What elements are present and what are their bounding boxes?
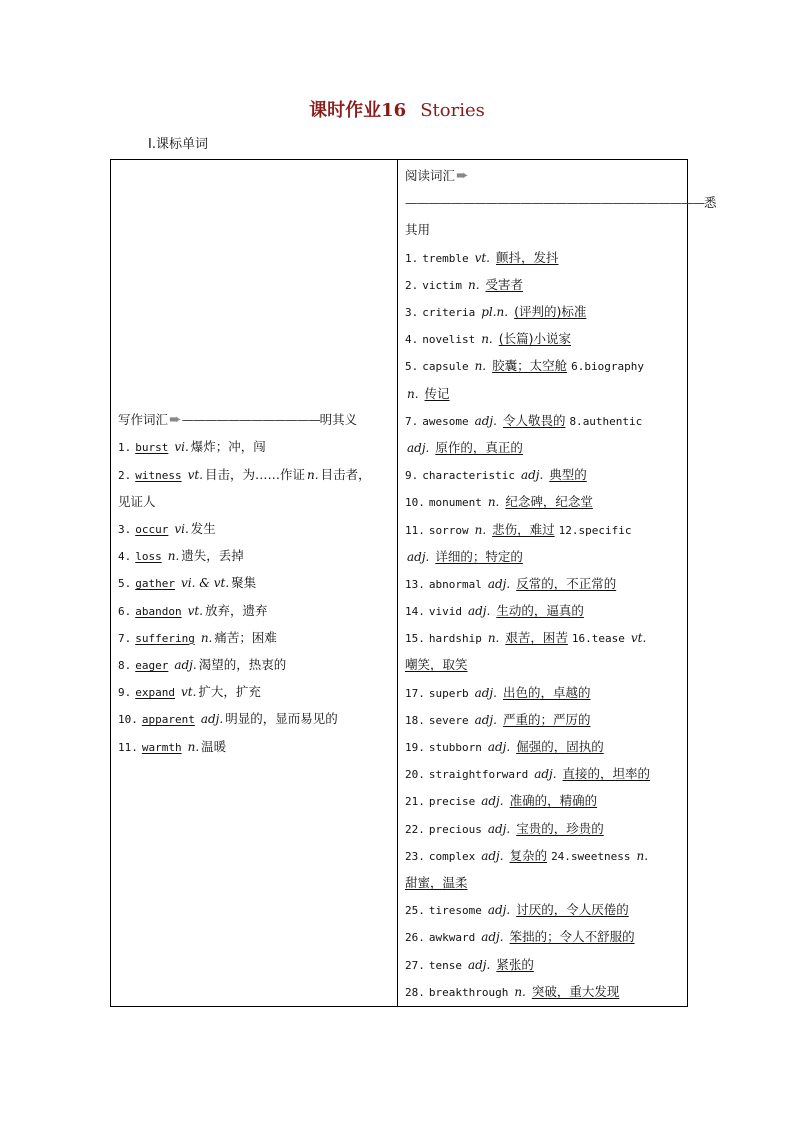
vocab-word: breakthrough: [428, 985, 509, 999]
meaning: 悲伤，难过: [492, 521, 555, 537]
part-of-speech: n.: [474, 359, 487, 374]
item-number: 8.: [569, 414, 583, 428]
reading-item: [405, 298, 682, 325]
reading-heading-rule: [405, 189, 717, 216]
meaning: 放弃，遗弃: [205, 602, 268, 618]
writing-item: [118, 542, 393, 569]
item-number: 26.: [405, 931, 425, 945]
part-of-speech: n.: [487, 495, 500, 510]
reading-item: [405, 352, 682, 379]
reading-item: [405, 760, 682, 787]
vocab-word: precise: [428, 795, 476, 809]
writing-heading-tail: 明其义: [319, 412, 358, 428]
writing-item: [118, 624, 393, 651]
part-of-speech: adj.: [474, 712, 497, 727]
reading-item: [405, 923, 682, 950]
meaning: 扩大，扩充: [198, 684, 261, 700]
vocab-word: awesome: [422, 414, 469, 428]
reading-item: [405, 624, 682, 651]
part-of-speech: adj.: [407, 440, 430, 455]
part-of-speech: adj.: [481, 930, 504, 945]
reading-heading-dashes: ——————————————————————————: [405, 195, 704, 211]
vocab-word: superb: [428, 686, 469, 700]
part-of-speech: adj.: [487, 903, 511, 918]
reading-item: [405, 733, 682, 760]
writing-item: [118, 733, 393, 760]
item-number: 5.: [118, 577, 132, 591]
item-number: 5.: [405, 360, 419, 374]
item-number: 15.: [405, 632, 425, 646]
part-of-speech: adj.: [200, 712, 224, 727]
part-of-speech: adj.: [474, 413, 497, 428]
part-of-speech: pl.n.: [481, 305, 509, 320]
part-of-speech: vi.: [174, 440, 189, 455]
reading-item: [405, 461, 682, 488]
meaning: 详细的；特定的: [435, 548, 523, 564]
meaning: 讨厌的，令人厌倦的: [516, 902, 629, 918]
writing-vocab-list: [111, 406, 397, 759]
meaning: 生动的，逼真的: [496, 603, 584, 619]
meaning: 直接的，坦率的: [562, 766, 651, 782]
meaning: (评判的)标准: [514, 304, 587, 320]
vocab-word: sweetness: [570, 849, 631, 863]
meaning: 温暖: [201, 738, 227, 754]
part-of-speech: n.: [187, 739, 200, 754]
item-number: 12.: [558, 523, 579, 537]
item-number: 9.: [405, 469, 419, 483]
reading-heading-cont: 其用: [405, 222, 431, 238]
part-of-speech: adj.: [467, 604, 491, 619]
meaning: 发生: [190, 521, 216, 537]
item-number: 6.: [118, 604, 132, 618]
vocab-word: awkward: [428, 931, 476, 945]
meaning: 纪念碑，纪念堂: [505, 494, 593, 510]
vocab-word: complex: [428, 849, 476, 863]
item-number: 6.: [571, 360, 585, 374]
part-of-speech: adj.: [487, 576, 511, 591]
vocab-word: suffering: [135, 631, 195, 645]
item-number: 3.: [405, 306, 419, 320]
part-of-speech: n.: [200, 630, 213, 645]
reading-item: [405, 815, 682, 842]
meaning: 笨拙的；令人不舒服的: [509, 929, 635, 945]
reading-item: [405, 516, 682, 543]
meaning: 出色的，卓越的: [502, 684, 591, 700]
meaning: 宝贵的，珍贵的: [516, 820, 604, 836]
item-number: 24.: [551, 849, 571, 863]
writing-heading-label: 写作词汇: [118, 412, 169, 428]
part-of-speech: vt.: [187, 603, 203, 618]
meaning: 爆炸；冲，闯: [190, 439, 266, 455]
item-number: 10.: [118, 713, 138, 727]
item-number: 3.: [118, 523, 132, 537]
vocab-word: loss: [135, 550, 162, 564]
vocab-word: abnormal: [428, 577, 482, 591]
reading-item: [405, 325, 682, 352]
item-number: 28.: [405, 985, 425, 999]
meaning: 甜蜜，温柔: [405, 874, 468, 890]
item-number: 2.: [405, 278, 419, 292]
vocab-word: vivid: [428, 605, 462, 619]
vocab-word: occur: [135, 523, 169, 537]
reading-item: [405, 978, 682, 1005]
item-number: 14.: [405, 605, 425, 619]
part-of-speech: n.: [474, 522, 487, 537]
vocab-word: authentic: [582, 414, 643, 428]
writing-item-cont: 见证人: [118, 493, 156, 509]
vocab-word: hardship: [428, 632, 482, 646]
vocab-word: monument: [428, 496, 482, 510]
meaning: 目击，为……作证: [205, 466, 306, 482]
vocab-word: burst: [135, 441, 169, 455]
reading-item: [405, 787, 682, 814]
vocab-word: warmth: [141, 740, 182, 754]
reading-item: [405, 842, 682, 869]
item-number: 23.: [405, 849, 425, 863]
meaning: 艰苦，困苦: [505, 630, 568, 646]
vocab-word: eager: [135, 658, 169, 672]
part-of-speech: n.: [636, 848, 649, 863]
meaning: (长篇)小说家: [498, 331, 571, 347]
writing-item: [118, 515, 393, 542]
reading-item-cont: [405, 651, 682, 678]
part-of-speech: adj.: [174, 657, 197, 672]
title-english: Stories: [420, 100, 485, 121]
reading-item-cont: [405, 380, 682, 407]
item-number: 20.: [405, 768, 425, 782]
meaning: 受害者: [485, 276, 524, 292]
part-of-speech: n.: [407, 386, 419, 401]
part-of-speech: adj.: [481, 794, 504, 809]
item-number: 18.: [405, 713, 425, 727]
meaning: 渴望的，热衷的: [198, 656, 287, 672]
meaning: 明显的，显而易见的: [225, 711, 338, 727]
part-of-speech: n.: [514, 984, 526, 999]
writing-heading-dashes: ————————————: [181, 412, 320, 428]
item-number: 21.: [405, 795, 425, 809]
meaning: 原作的，真正的: [435, 439, 523, 455]
item-number: 8.: [118, 658, 132, 672]
page-title: [0, 96, 794, 122]
part-of-speech: n.: [307, 467, 319, 482]
meaning: 嘲笑，取笑: [405, 657, 468, 673]
vocab-word: expand: [135, 686, 175, 700]
vocab-word: precious: [428, 822, 482, 836]
item-number: 1.: [405, 251, 419, 265]
vocab-word: straightforward: [428, 768, 529, 782]
vocab-word: characteristic: [422, 469, 515, 483]
vocab-word: victim: [422, 278, 462, 292]
part-of-speech: adj.: [487, 740, 511, 755]
item-number: 25.: [405, 904, 425, 918]
reading-item: [405, 244, 682, 271]
reading-item: [405, 706, 682, 733]
item-number: 17.: [405, 686, 425, 700]
item-number: 4.: [405, 333, 419, 347]
meaning: 反常的，不正常的: [516, 575, 617, 591]
item-number: 10.: [405, 496, 425, 510]
reading-heading: [405, 162, 682, 189]
reading-heading-tail: 悉: [704, 195, 717, 211]
vocab-word: biography: [584, 360, 644, 374]
part-of-speech: vt.: [630, 631, 647, 646]
meaning: 传记: [424, 385, 450, 401]
part-of-speech: n.: [467, 277, 480, 292]
arrow-right-icon: ➨: [169, 410, 182, 429]
arrow-right-icon: ➨: [456, 166, 469, 185]
meaning: 颤抖，发抖: [495, 249, 559, 265]
item-number: 9.: [118, 686, 132, 700]
vocab-word: tremble: [422, 251, 469, 265]
part-of-speech: adj.: [481, 848, 504, 863]
reading-heading-label: 阅读词汇: [405, 168, 456, 184]
vocab-word: severe: [428, 713, 469, 727]
vocab-word: abandon: [135, 604, 182, 618]
meaning: 令人敬畏的: [502, 412, 566, 428]
meaning: 遗失，丢掉: [181, 548, 244, 564]
part-of-speech: adj.: [487, 821, 511, 836]
reading-item-cont: [405, 869, 682, 896]
item-number: 2.: [118, 468, 132, 482]
part-of-speech: vi. & vt.: [180, 576, 230, 591]
section-label: Ⅰ.课标单词: [148, 137, 208, 152]
meaning: 复杂的: [509, 847, 548, 863]
writing-item: [118, 461, 393, 488]
part-of-speech: adj.: [520, 468, 544, 483]
reading-item-cont: [405, 543, 682, 570]
writing-item: [118, 569, 393, 596]
item-number: 1.: [118, 441, 132, 455]
writing-item: [118, 433, 393, 460]
part-of-speech: vt.: [474, 250, 490, 265]
reading-item: [405, 951, 682, 978]
writing-item: [118, 651, 393, 678]
item-number: 7.: [405, 414, 419, 428]
reading-item: [405, 679, 682, 706]
part-of-speech: adj.: [474, 685, 497, 700]
part-of-speech: vt.: [187, 467, 203, 482]
reading-item: [405, 896, 682, 923]
part-of-speech: vt.: [180, 685, 197, 700]
vocab-word: witness: [135, 468, 182, 482]
item-number: 19.: [405, 741, 425, 755]
part-of-speech: adj.: [534, 767, 557, 782]
vocab-word: capsule: [422, 360, 469, 374]
meaning: 准确的，精确的: [509, 793, 598, 809]
writing-vocab-cell: [111, 160, 398, 1007]
meaning: 严重的；严厉的: [502, 711, 591, 727]
part-of-speech: n.: [487, 631, 500, 646]
writing-heading: [118, 406, 393, 433]
meaning: 胶囊；太空舱: [492, 358, 568, 374]
writing-item: [118, 678, 393, 705]
item-number: 4.: [118, 550, 132, 564]
meaning: 紧张的: [496, 956, 534, 972]
vocab-word: novelist: [422, 333, 476, 347]
reading-item: [405, 570, 682, 597]
vocab-word: tiresome: [428, 904, 482, 918]
reading-vocab-list: [398, 161, 717, 1005]
writing-item: [118, 705, 393, 732]
part-of-speech: n.: [167, 549, 180, 564]
reading-item: [405, 488, 682, 515]
title-chinese: 课时作业16: [309, 100, 407, 121]
part-of-speech: n.: [481, 332, 493, 347]
reading-item: [405, 271, 682, 298]
meaning: 痛苦；困难: [214, 629, 277, 645]
part-of-speech: vi.: [174, 522, 189, 537]
item-number: 13.: [405, 577, 425, 591]
item-number: 11.: [118, 740, 138, 754]
writing-item: [118, 597, 393, 624]
vocab-word: stubborn: [428, 741, 482, 755]
part-of-speech: adj.: [407, 549, 430, 564]
vocab-word: sorrow: [428, 523, 469, 537]
vocab-word: specific: [578, 523, 632, 537]
vocab-word: tease: [591, 632, 625, 646]
meaning: 目击者，: [320, 466, 371, 482]
vocabulary-table: [110, 159, 717, 1007]
part-of-speech: adj.: [467, 957, 491, 972]
vocab-word: apparent: [141, 713, 195, 727]
item-number: 16.: [571, 632, 592, 646]
reading-item: [405, 407, 682, 434]
vocab-word: gather: [135, 577, 175, 591]
item-number: 22.: [405, 822, 425, 836]
reading-item-cont: [405, 434, 682, 461]
item-number: 27.: [405, 958, 425, 972]
reading-vocab-cell: [398, 160, 717, 1007]
meaning: 典型的: [549, 467, 587, 483]
vocab-word: criteria: [422, 306, 476, 320]
meaning: 聚集: [231, 575, 257, 591]
meaning: 突破，重大发现: [531, 983, 620, 999]
item-number: 7.: [118, 631, 132, 645]
item-number: 11.: [405, 523, 425, 537]
vocab-word: tense: [428, 958, 462, 972]
meaning: 倔强的，固执的: [516, 739, 604, 755]
reading-item: [405, 597, 682, 624]
